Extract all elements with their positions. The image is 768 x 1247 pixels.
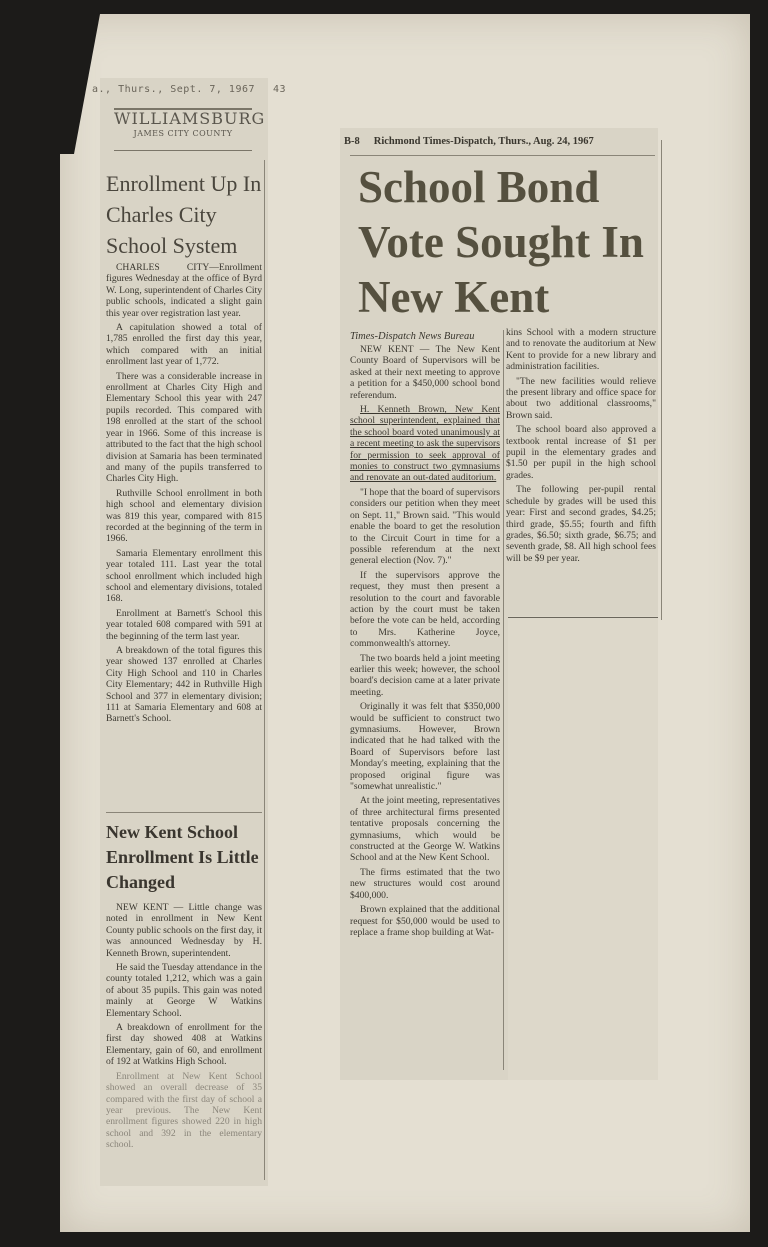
paragraph: The two boards held a joint meeting earlier this week; however, the school board's decision came at a later private meeting.	[350, 652, 500, 698]
column-rule	[503, 330, 504, 1070]
paragraph: H. Kenneth Brown, New Kent school superintendent, explained that the school board voted unanimously at a recent meeting to ask the supervisors for permission to seek approval of monies to construct two gymnasiums and renovate an out-dated auditorium.	[350, 404, 500, 484]
paragraph: Originally it was felt that $350,000 would be sufficient to construct two gymnasiums. However, Brown indicated that he had talked with the Board of Supervisors before last Monday's meeting, explaining that the proposed original figure was "somewhat unrealistic."	[350, 701, 500, 793]
paper-header: B-8 Richmond Times-Dispatch, Thurs., Aug. 24, 1967	[344, 136, 594, 147]
paragraph: Ruthville School enrollment in both high school and elementary division was 819 this year, compared with 815 recorded at the beginning of the term in 1966.	[106, 487, 262, 545]
paragraph: The school board also approved a textbook rental increase of $1 per pupil in the elementary grades and $1.50 per pupil in the high school grades.	[506, 424, 656, 481]
article-headline: New Kent School Enrollment Is Little Changed	[106, 822, 259, 892]
article-body-col2	[506, 327, 656, 567]
paragraph: NEW KENT — The New Kent County Board of Supervisors will be asked at their next meeting to approve a petition for a $450,000 school bond referendum.	[350, 344, 500, 401]
paragraph: "I hope that the board of supervisors considers our petition when they meet on Sept. 11," Brown said. "This would enable the board to get the resolution to the Circuit Court in time for a possible referendum at the next general election (Nov. 7)."	[350, 486, 500, 567]
article-headline: School Bond Vote Sought In New Kent	[358, 162, 644, 322]
faded-paragraph: Enrollment at New Kent School showed an overall decrease of 35 compared with the first day of school a year previous. The New Kent enrollment figures showed 220 in high school and 392 in the elementary school.	[106, 1070, 262, 1151]
column-rule	[661, 140, 662, 620]
paragraph: He said the Tuesday attendance in the county totaled 1,212, which was a gain of about 35 pupils. This gain was noted mainly at George W Watkins Elementary School.	[106, 962, 262, 1019]
header-rule	[350, 155, 655, 156]
paragraph: The firms estimated that the two new structures would cost around $400,000.	[350, 866, 500, 901]
section-label: WILLIAMSBURG JAMES CITY COUNTY	[114, 108, 252, 151]
paragraph: Enrollment at Barnett's School this year totaled 608 compared with 591 at the beginning of the term last year.	[106, 607, 262, 642]
paragraph: The following per-pupil rental schedule by grades will be used this year: First and second grades, $4.25; third grade, $5.55; fourth and fifth grades, $6.50; sixth grade, $6.75; and seventh grade, $8. All high school fees will be $9 per year.	[506, 484, 656, 564]
paragraph: At the joint meeting, representatives of three architectural firms presented tentative proposals concerning the gymnasiums, which would be constructed at the George W. Watkins School and at the New Kent School.	[350, 795, 500, 864]
paragraph: A breakdown of the total figures this year showed 137 enrolled at Charles City High School and 110 in Charles City Elementary; 442 in Ruthville High School and 377 in elementary division; 111 at Samaria Elementary and 608 at Barnett's School.	[106, 645, 262, 725]
paragraph: Brown explained that the additional request for $50,000 would be used to replace a frame shop building at Wat-	[350, 904, 500, 938]
article-divider	[106, 812, 262, 813]
paragraph: A capitulation showed a total of 1,785 enrolled the first day this year, which compared with an initial enrollment last year of 1,772.	[106, 322, 262, 368]
article-headline: Enrollment Up In Charles City School System	[106, 171, 262, 258]
paragraph: CHARLES CITY—Enrollment figures Wednesday at the office of Byrd W. Long, superintendent of Charles City public schools, indicated a slight gain this year over registration last year.	[106, 262, 262, 319]
paragraph: "The new facilities would relieve the present library and office space for about two additional classrooms," Brown said.	[506, 375, 656, 421]
article-body	[106, 262, 262, 728]
column-rule	[264, 160, 265, 1180]
article-body	[106, 902, 262, 1154]
paragraph: kins School with a modern structure and to renovate the auditorium at New Kent to provide for a new library and administration facilities.	[506, 327, 656, 373]
paragraph: There was a considerable increase in enrollment at Charles City High and Elementary School this year with 247 pupils recorded. This compared with 198 enrolled at the start of the school year in 1966. Some of this increase is attributed to the fact that the high school division at Samaria has been terminated and many of the pupils transferred to Charles City High.	[106, 370, 262, 485]
blank-area	[508, 616, 658, 1080]
byline: Times-Dispatch News Bureau	[350, 331, 475, 342]
top-dateline: a., Thurs., Sept. 7, 1967 43	[92, 84, 287, 95]
column-end-rule	[508, 617, 658, 618]
paragraph: Samaria Elementary enrollment this year totaled 111. Last year the total school enrollment which included high school and elementary divisions, totaled 168.	[106, 547, 262, 605]
paragraph: If the supervisors approve the request, they must then present a resolution to the court and favorable action by the court must be taken before the vote can be held, according to Mrs. Katherine Joyce, commonwealth's attorney.	[350, 569, 500, 650]
article-body-col1	[350, 344, 500, 941]
paragraph: NEW KENT — Little change was noted in enrollment in New Kent County public schools on the first day, it was announced Wednesday by H. Kenneth Brown, superintendent.	[106, 902, 262, 959]
paragraph: A breakdown of enrollment for the first day showed 408 at Watkins Elementary, gain of 60, and enrollment of 192 at Watkins High School.	[106, 1022, 262, 1068]
